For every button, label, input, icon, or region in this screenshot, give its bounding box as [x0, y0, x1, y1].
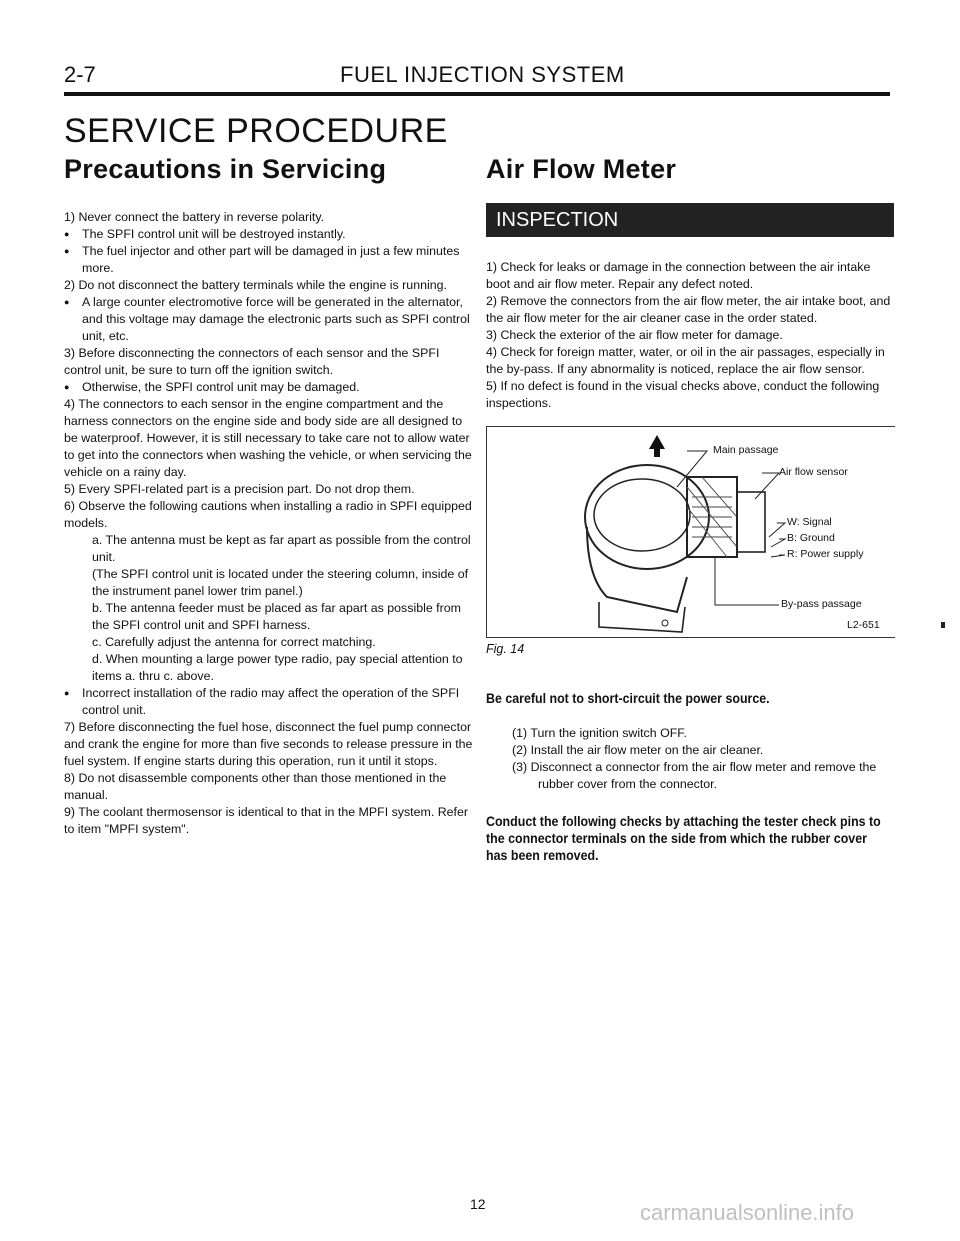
chapter-title: FUEL INJECTION SYSTEM [340, 62, 625, 87]
inspection-step: 5) If no defect is found in the visual checks above, conduct the following inspections. [486, 379, 880, 410]
inspection-step: 3) Check the exterior of the air flow meter for damage. [486, 328, 783, 342]
page-code: 2-7 [64, 62, 96, 87]
margin-mark [941, 622, 945, 628]
bullet-item: ● Incorrect installation of the radio may affect the operation of the SPFI control unit. [64, 685, 474, 719]
procedure-step: (3) Disconnect a connector from the air flow meter and remove the rubber cover from the connector. [512, 760, 877, 791]
label-main-passage: Main passage [713, 444, 779, 456]
numbered-item: 9) The coolant thermosensor is identical to that in the MPFI system. Refer to item "MPFI system". [64, 805, 469, 836]
numbered-item: 4) The connectors to each sensor in the engine compartment and the harness connectors on the engine side and body side are all designed to be waterproof. However, it is still necessary to take care not to allow water to get into the connectors when washing the vehicle, or when servicing the vehicle on a rainy day. [64, 397, 472, 479]
numbered-item: 5) Every SPFI-related part is a precision part. Do not drop them. [64, 482, 415, 496]
numbered-item: 6) Observe the following cautions when installing a radio in SPFI equipped models. [64, 499, 472, 530]
procedure-step: (1) Turn the ignition switch OFF. [512, 726, 687, 740]
inspection-list [486, 259, 894, 412]
inspection-banner: INSPECTION [486, 203, 894, 237]
caution-text: Be careful not to short-circuit the power source. [486, 691, 770, 706]
label-signal: W: Signal [787, 516, 832, 528]
procedure-step: (2) Install the air flow meter on the air cleaner. [512, 743, 764, 757]
bullet-item: ● The SPFI control unit will be destroyed instantly. [64, 226, 474, 243]
numbered-item: 2) Do not disconnect the battery terminals while the engine is running. [64, 278, 447, 292]
precautions-heading: Precautions in Servicing [64, 154, 387, 184]
figure-code: L2-651 [847, 619, 880, 631]
numbered-item: 1) Never connect the battery in reverse polarity. [64, 210, 325, 224]
numbered-item: 8) Do not disassemble components other than those mentioned in the manual. [64, 771, 447, 802]
left-column [64, 154, 474, 838]
bullet-item: ● The fuel injector and other part will be damaged in just a few minutes more. [64, 243, 474, 277]
air-flow-meter-heading: Air Flow Meter [486, 154, 677, 184]
sub-item: b. The antenna feeder must be placed as far apart as possible from the SPFI control unit and SPFI harness. [92, 601, 461, 632]
sub-item: (The SPFI control unit is located under the steering column, inside of the instrument panel lower trim panel.) [92, 567, 469, 598]
label-air-flow-sensor: Air flow sensor [779, 466, 848, 478]
figure-air-flow-meter [486, 426, 895, 638]
sub-item: d. When mounting a large power type radio, pay special attention to items a. thru c. above. [92, 652, 463, 683]
watermark: carmanualsonline.info [640, 1200, 855, 1225]
sub-item: a. The antenna must be kept as far apart as possible from the control unit. [92, 533, 471, 564]
page-number: 12 [470, 1196, 486, 1212]
bullet-item: ● A large counter electromotive force will be generated in the alternator, and this voltage may damage the electronic parts such as SPFI control unit, etc. [64, 294, 474, 345]
numbered-item: 3) Before disconnecting the connectors of each sensor and the SPFI control unit, be sure to turn off the ignition switch. [64, 346, 440, 377]
inspection-step: 4) Check for foreign matter, water, or oil in the air passages, especially in the by-pass. If any abnormality is noticed, replace the air flow sensor. [486, 345, 885, 376]
numbered-item: 7) Before disconnecting the fuel hose, disconnect the fuel pump connector and crank the engine for more than five seconds to release pressure in the fuel system. If engine starts during this operation, run it until it stops. [64, 720, 473, 768]
section-title: SERVICE PROCEDURE [64, 112, 448, 150]
inspection-step: 2) Remove the connectors from the air flow meter, the air intake boot, and the air flow meter for the air cleaner case in the order stated. [486, 294, 891, 325]
header-rule [64, 92, 890, 96]
inspection-step: 1) Check for leaks or damage in the connection between the air intake boot and air flow meter. Repair any defect noted. [486, 260, 871, 291]
precautions-list [64, 209, 474, 838]
figure-caption: Fig. 14 [486, 642, 525, 656]
label-power-supply: R: Power supply [787, 548, 864, 560]
label-ground: B: Ground [787, 532, 835, 544]
bullet-item: ● Otherwise, the SPFI control unit may be damaged. [64, 379, 474, 396]
sub-item: c. Carefully adjust the antenna for correct matching. [92, 635, 376, 649]
right-column [486, 154, 894, 864]
label-bypass-passage: By-pass passage [781, 598, 862, 610]
conduct-text: Conduct the following checks by attaching the tester check pins to the connector terminals on the side from which the rubber cover has been removed. [486, 814, 881, 863]
steps-list [486, 725, 894, 793]
